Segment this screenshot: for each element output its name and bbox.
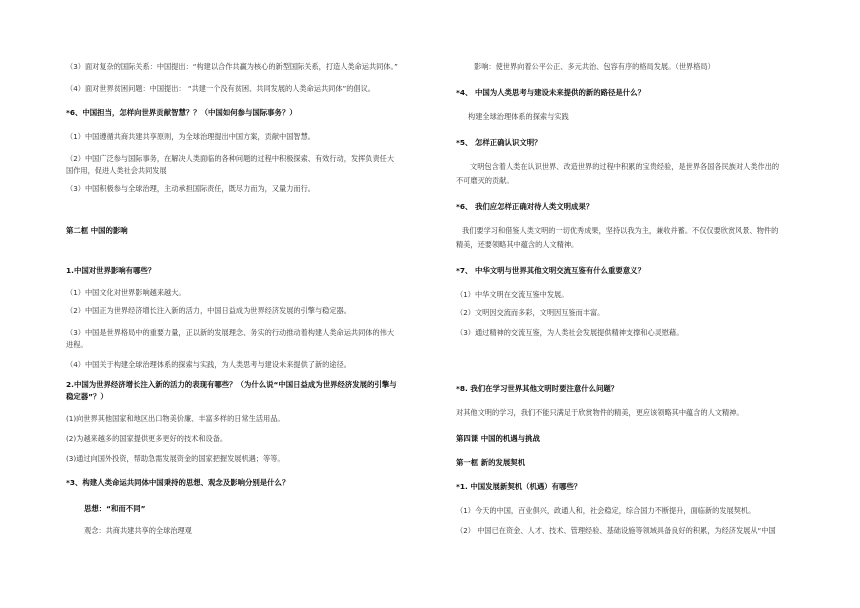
question-heading: *5、 怎样正确认识文明？ bbox=[456, 138, 542, 147]
text-line: 文明包含着人类在认识世界、改造世界的过程中积累的宝贵经验，是世界各国各民族对人类作出的 bbox=[470, 162, 780, 171]
text-line: 我们要学习和借鉴人类文明的一切优秀成果，坚持以我为主，兼收并蓄。不仅仅要欣赏风景、物件的 bbox=[462, 226, 779, 235]
question-heading: *6、 我们应怎样正确对待人类文明成果？ bbox=[456, 202, 594, 211]
question-heading: 1.中国对世界影响有哪些？ bbox=[66, 266, 156, 275]
text-line: （1）中国文化对世界影响越来越大。 bbox=[66, 288, 186, 297]
question-heading: *6、中国担当，怎样向世界贡献智慧？？（中国如何参与国际事务？） bbox=[66, 108, 297, 117]
question-heading: *7、 中华文明与世界其他文明交流互鉴有什么重要意义？ bbox=[456, 266, 645, 275]
text-line: 国作用，促进人类社会共同发展 bbox=[66, 166, 167, 175]
question-heading: *8. 我们在学习世界其他文明时要注意什么问题？ bbox=[456, 384, 619, 393]
question-heading: *3、构建人类命运共同体中国秉持的思想、观念及影响分别是什么？ bbox=[66, 478, 290, 487]
text-line: (3)通过向国外投资，帮助急需发展资金的国家把握发展机遇；等等。 bbox=[66, 454, 285, 463]
text-line: 观念：共商共建共享的全球治理观 bbox=[84, 526, 192, 535]
text-line: （4）中国关于构建全球治理体系的探索与实践，为人类思考与建设未来提供了新的途径。 bbox=[66, 360, 351, 369]
section-heading: 第二框 中国的影响 bbox=[66, 226, 128, 235]
text-line: 思想：“和而不同” bbox=[84, 504, 146, 513]
text-line: 对其他文明的学习，我们不能只满足于欣赏物件的精美，更应该领略其中蕴含的人文精神。 bbox=[456, 408, 744, 417]
text-line: （2）文明因交流而多彩，文明因互鉴而丰富。 bbox=[456, 308, 605, 317]
text-line: （4）面对世界贫困问题：中国提出： “共建一个没有贫困、共同发展的人类命运共同体”的倡议。 bbox=[66, 84, 375, 93]
text-line: 进程。 bbox=[66, 340, 88, 349]
text-line: 影响：使世界向着公平公正、多元共治、包容有序的格局发展。（世界格局） bbox=[474, 62, 715, 71]
text-line: （3）面对复杂的国际关系：中国提出：“构建以合作共赢为核心的新型国际关系，打造人类命运共同体。” bbox=[66, 62, 398, 71]
text-line: （2）中国广泛参与国际事务，在解决人类面临的各种问题的过程中积极探索、有效行动，发挥负责任大 bbox=[66, 154, 395, 163]
text-line: （3）中国积极参与全球治理，主动承担国际责任，既尽力而为，又量力而行。 bbox=[66, 184, 315, 193]
lesson-heading: 第四课 中国的机遇与挑战 bbox=[456, 434, 540, 443]
question-heading: 2.中国为世界经济增长注入新的活力的表现有哪些？（为什么说“中国日益成为世界经济发展的引擎与 bbox=[66, 380, 397, 389]
text-line: 不可磨灭的贡献。 bbox=[456, 176, 514, 185]
text-line: 构建全球治理体系的探索与实践 bbox=[468, 112, 569, 121]
text-line: (1)向世界其他国家和地区出口物美价廉、丰富多样的日常生活用品。 bbox=[66, 414, 285, 423]
text-line: （2） 中国已在资金、人才、技术、管理经验、基础设施等领域具备良好的积累，为经济发展从“中国 bbox=[456, 526, 776, 535]
question-heading: *4、 中国为人类思考与建设未来提供的新的路径是什么？ bbox=[456, 88, 645, 97]
question-heading: 稳定器”？） bbox=[66, 392, 108, 401]
text-line: （3）通过精神的交流互鉴，为人类社会发展提供精神支撑和心灵慰藉。 bbox=[456, 328, 684, 337]
section-heading: 第一框 新的发展契机 bbox=[456, 458, 526, 467]
text-line: （3）中国是世界格局中的重要力量，正以新的发展理念、务实的行动推动着构建人类命运共同体的伟大 bbox=[66, 328, 395, 337]
text-line: （1）今天的中国，百业俱兴，政通人和，社会稳定，综合国力不断提升，面临新的发展契机。 bbox=[456, 506, 756, 515]
text-line: （1）中国遵循共商共建共享原则，为全球治理提出中国方案，贡献中国智慧。 bbox=[66, 132, 315, 141]
question-heading: *1. 中国发展新契机（机遇）有哪些？ bbox=[456, 482, 582, 491]
text-line: （2）中国正为世界经济增长注入新的活力，中国日益成为世界经济发展的引擎与稳定器。 bbox=[66, 306, 351, 315]
text-line: (2)为越来越多的国家提供更多更好的技术和设备。 bbox=[66, 434, 228, 443]
text-line: （1）中华文明在交流互鉴中发展。 bbox=[456, 290, 569, 299]
text-line: 精美，还要领略其中蕴含的人文精神。 bbox=[456, 240, 579, 249]
